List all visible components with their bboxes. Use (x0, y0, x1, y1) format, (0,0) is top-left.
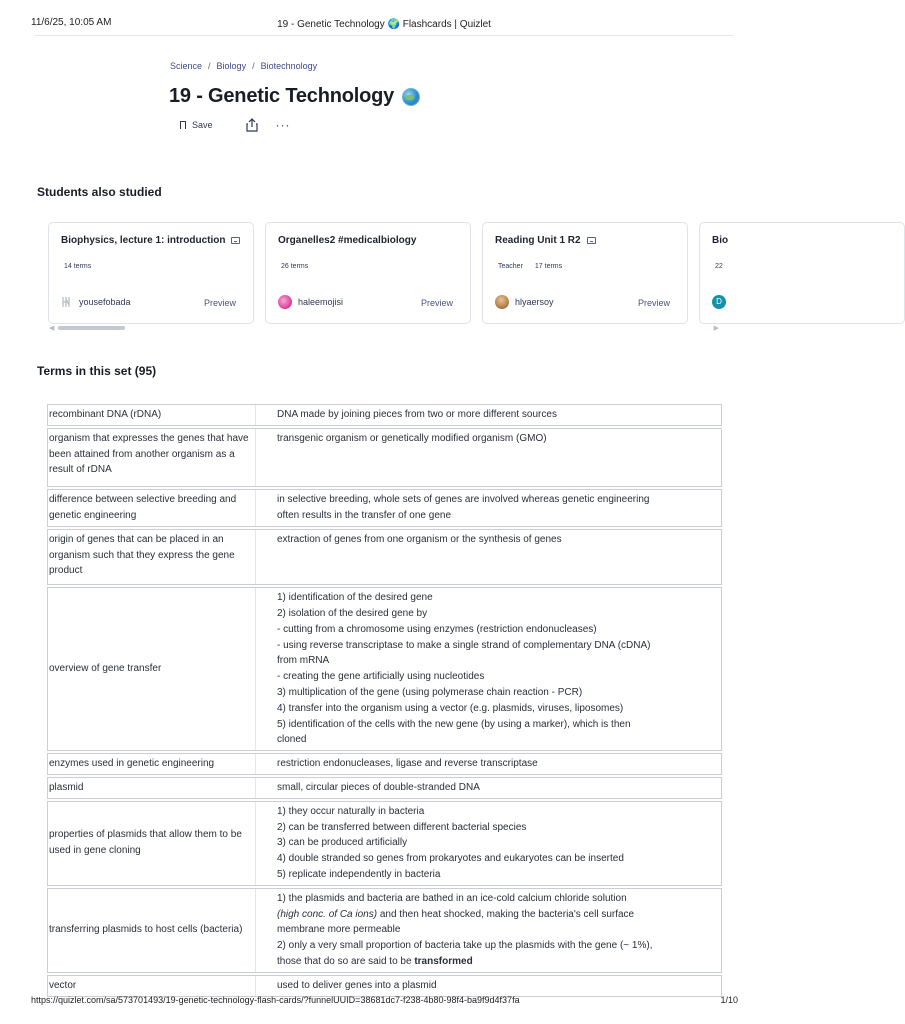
definition-text: extraction of genes from one organism or the synthesis of genes (277, 533, 562, 545)
avatar (278, 295, 292, 309)
definition-text: in selective breeding, whole sets of genes are involved whereas genetic engineering often results in the transfer of one gene (277, 494, 650, 521)
also-studied-heading: Students also studied (37, 185, 162, 199)
breadcrumb-biology[interactable]: Biology (216, 61, 247, 71)
term-row (47, 888, 722, 973)
card-terms-count: 22 (715, 263, 723, 270)
study-set-card[interactable] (482, 222, 688, 324)
preview-button[interactable]: Preview (420, 298, 453, 308)
term-row (47, 587, 722, 751)
definition-text: 1) identification of the desired gene 2) isolation of the desired gene by - cutting from a chromosome using enzymes (restriction endonucleases) - using reverse transcriptase to make a single strand of complementary DNA (cDNA) from mRNA - creating the gene artificially using nucleotides 3) multiplication of the gene (using polymerase chain reaction - PCR) 4) transfer into the organism using a vector (e.g. plasmids, viruses, liposomes) 5) identification of the cells with the new gene (by using a marker), which is then cloned (277, 592, 651, 746)
presentation-icon (231, 237, 240, 244)
print-header (0, 0, 768, 36)
terms-heading: Terms in this set (95) (37, 364, 157, 378)
save-label: Save (192, 120, 213, 130)
set-title: 19 - Genetic Technology (169, 85, 395, 107)
definition-line: 1) the plasmids and bacteria are bathed in an ice-cold calcium chloride solution (277, 892, 627, 904)
study-set-card[interactable] (48, 222, 254, 324)
study-set-card[interactable] (265, 222, 471, 324)
breadcrumb-biotechnology[interactable]: Biotechnology (260, 61, 318, 71)
scrollbar-thumb[interactable] (58, 326, 125, 330)
term-row (47, 753, 722, 775)
definition-text: used to deliver genes into a plasmid (277, 979, 437, 991)
save-button[interactable] (180, 120, 213, 130)
card-author[interactable] (712, 295, 726, 309)
card-title (61, 235, 240, 246)
definition-italic: (high conc. of Ca ions) (277, 908, 378, 920)
card-author[interactable] (278, 295, 343, 309)
card-meta (281, 263, 308, 270)
card-title-text: Bio (712, 235, 729, 246)
term-text: difference between selective breeding and genetic engineering (48, 490, 256, 526)
page-title (169, 85, 420, 108)
card-meta (715, 263, 723, 270)
term-text: organism that expresses the genes that have been attained from another organism as a result of rDNA (48, 429, 256, 486)
card-author-name: hlyaersoy (515, 297, 554, 307)
card-author[interactable] (495, 295, 554, 309)
definition-text: transgenic organism or genetically modified organism (GMO) (277, 432, 547, 444)
card-meta (64, 263, 91, 270)
preview-button[interactable]: Preview (203, 298, 236, 308)
term-row (47, 428, 722, 487)
term-text: vector (48, 976, 256, 996)
card-teacher-badge: Teacher (498, 263, 523, 270)
definition-text: 1) they occur naturally in bacteria 2) can be transferred between different bacterial species 3) can be produced artificially 4) double stranded so genes from prokaryotes and eukaryotes can be inserted 5) replicate independently in bacteria (277, 805, 624, 880)
breadcrumb-separator: / (252, 61, 255, 71)
card-terms-count: 26 terms (281, 263, 309, 270)
term-text: transferring plasmids to host cells (bacteria) (48, 889, 256, 972)
definition-bold: transformed (414, 955, 473, 967)
card-title-text: Biophysics, lecture 1: introduction (61, 235, 226, 246)
avatar: D (712, 295, 726, 309)
breadcrumb-science[interactable]: Science (170, 61, 203, 71)
definition-text: small, circular pieces of double-stranded DNA (277, 781, 480, 793)
study-set-card[interactable] (699, 222, 905, 324)
term-text: overview of gene transfer (48, 588, 256, 750)
term-text: origin of genes that can be placed in an organism such that they express the gene product (48, 530, 256, 584)
scroll-left-icon[interactable]: ◀ (49, 325, 55, 332)
header-divider (34, 35, 734, 36)
print-page-number: 1/10 (720, 995, 738, 1005)
card-meta (498, 263, 562, 270)
term-text: plasmid (48, 778, 256, 798)
print-datetime: 11/6/25, 10:05 AM (31, 17, 112, 28)
scroll-right-icon[interactable]: ▶ (713, 325, 719, 332)
preview-button[interactable]: Preview (637, 298, 670, 308)
presentation-icon (587, 237, 596, 244)
definition-line: 2) only a very small proportion of bacteria take up the plasmids with the gene (~ 1%), those that do so are said to be (277, 940, 653, 967)
term-row (47, 801, 722, 886)
card-author-name: yousefobada (79, 297, 131, 307)
card-author[interactable] (61, 295, 131, 309)
bookmark-icon (180, 121, 186, 129)
card-title (278, 235, 416, 246)
also-studied-carousel (48, 222, 729, 326)
breadcrumb (170, 61, 317, 71)
share-icon[interactable] (245, 118, 259, 132)
term-row (47, 777, 722, 799)
carousel-scrollbar[interactable] (48, 324, 722, 332)
term-row (47, 404, 722, 426)
term-row (47, 489, 722, 527)
breadcrumb-separator: / (208, 61, 211, 71)
terms-list (47, 404, 722, 999)
definition-text: DNA made by joining pieces from two or more different sources (277, 409, 557, 420)
more-options-icon[interactable]: ··· (275, 118, 291, 132)
definition-line: and then heat shocked, making the bacteria's cell surface membrane more permeable (277, 908, 635, 936)
definition-text: restriction endonucleases, ligase and reverse transcriptase (277, 758, 538, 770)
globe-icon (402, 88, 420, 106)
print-footer-url: https://quizlet.com/sa/573701493/19-genetic-technology-flash-cards/?funnelUUID=38681dc7-f238-4b80-98f4-ba9f9d4f37fa (31, 995, 520, 1005)
term-text: properties of plasmids that allow them to be used in gene cloning (48, 802, 256, 885)
term-text: enzymes used in genetic engineering (48, 754, 256, 774)
card-title-text: Organelles2 #medicalbiology (278, 235, 417, 246)
avatar (495, 295, 509, 309)
term-row (47, 975, 722, 997)
card-terms-count: 17 terms (534, 263, 563, 270)
card-title (712, 235, 728, 246)
term-row (47, 529, 722, 585)
set-actions (180, 118, 291, 132)
print-page-title: 19 - Genetic Technology 🌍 Flashcards | Quizlet (277, 19, 491, 30)
term-text: recombinant DNA (rDNA) (48, 405, 256, 425)
card-title-text: Reading Unit 1 R2 (495, 235, 581, 246)
definition-text (256, 889, 721, 972)
card-author-name: haleemojisi (298, 297, 344, 307)
card-terms-count: 14 terms (64, 263, 92, 270)
avatar (61, 295, 73, 309)
card-title (495, 235, 596, 246)
